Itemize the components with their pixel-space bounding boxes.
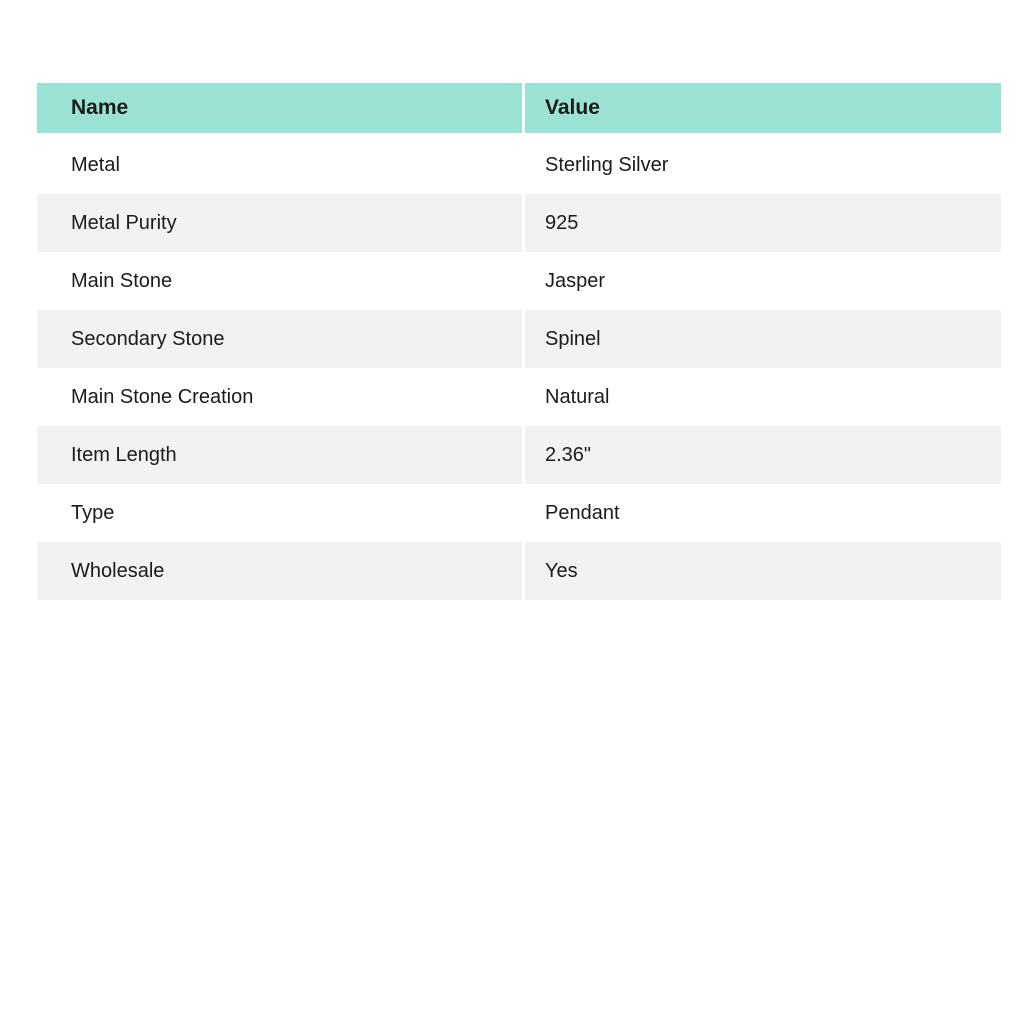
table-row (37, 136, 1001, 194)
attribute-value-cell (525, 484, 1001, 542)
attribute-value-cell (525, 368, 1001, 426)
attribute-name-cell (37, 136, 522, 194)
attribute-name-cell (37, 194, 522, 252)
attribute-value: Natural (545, 385, 610, 408)
attribute-name: Metal Purity (71, 211, 177, 234)
table-header-row (37, 83, 1001, 133)
attribute-table (37, 83, 1001, 600)
attribute-value-cell (525, 136, 1001, 194)
attribute-value-cell (525, 252, 1001, 310)
attribute-value-cell (525, 310, 1001, 368)
attribute-name-cell (37, 252, 522, 310)
attribute-name: Main Stone (71, 269, 173, 292)
attribute-name: Wholesale (71, 559, 165, 582)
table-row (37, 426, 1001, 484)
header-name-label: Name (71, 96, 129, 119)
attribute-name-cell (37, 426, 522, 484)
table-row (37, 310, 1001, 368)
header-cell-value (525, 83, 1001, 133)
attribute-value-cell (525, 426, 1001, 484)
attribute-value: Pendant (545, 501, 620, 524)
attribute-value: Sterling Silver (545, 153, 669, 176)
attribute-name: Main Stone Creation (71, 385, 254, 408)
table-row (37, 484, 1001, 542)
attribute-value: 925 (545, 211, 579, 234)
attribute-name-cell (37, 310, 522, 368)
attribute-value: 2.36" (545, 443, 592, 466)
attribute-value-cell (525, 542, 1001, 600)
attribute-name-cell (37, 542, 522, 600)
header-value-label: Value (545, 96, 600, 119)
table-row (37, 368, 1001, 426)
table-row (37, 542, 1001, 600)
attribute-name-cell (37, 368, 522, 426)
attribute-value: Jasper (545, 269, 606, 292)
attribute-value: Spinel (545, 327, 601, 350)
table-row (37, 252, 1001, 310)
header-cell-name (37, 83, 522, 133)
table-row (37, 194, 1001, 252)
attribute-name: Metal (71, 153, 120, 176)
attribute-value-cell (525, 194, 1001, 252)
attribute-value: Yes (545, 559, 578, 582)
attribute-name: Secondary Stone (71, 327, 225, 350)
attribute-name: Type (71, 501, 115, 524)
attribute-name: Item Length (71, 443, 177, 466)
attribute-name-cell (37, 484, 522, 542)
